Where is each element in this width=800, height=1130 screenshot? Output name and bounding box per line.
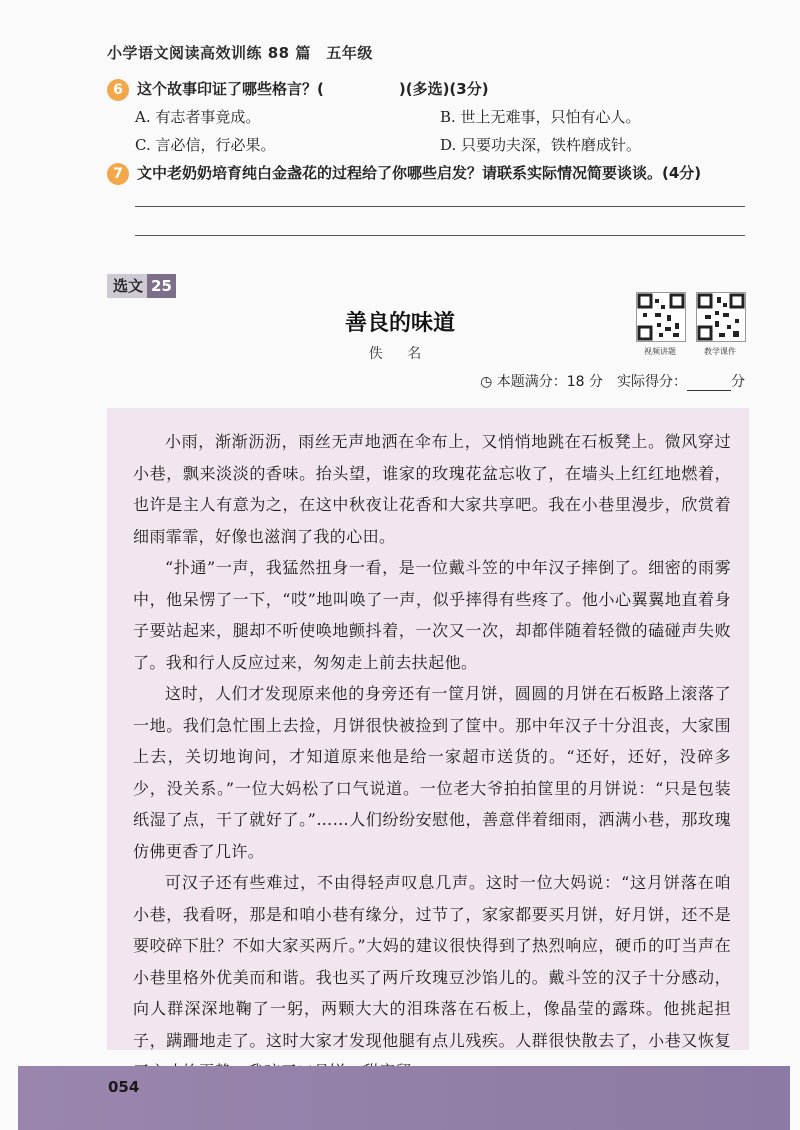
clock-icon: ◷ <box>480 374 493 390</box>
question-number-badge: 7 <box>107 163 129 185</box>
section-tag-number: 25 <box>147 274 176 298</box>
article-title: 善良的味道 <box>344 311 455 336</box>
option-a[interactable]: A. 有志者事竟成。 <box>135 108 261 126</box>
qr-caption-courseware: 教学课件 <box>704 347 736 356</box>
score-line <box>480 371 745 391</box>
answer-line[interactable] <box>135 235 745 236</box>
passage-paragraph: 这时，人们才发现原来他的身旁还有一筐月饼，圆圆的月饼在石板路上滚落了一地。我们急忙围上去捡，月饼很快被捡到了筐中。那中年汉子十分沮丧，大家围上去，关切地询问，才知道原来他是给一家超市送货的。“还好，还好，没碎多少，没关系。”一位大妈松了口气说道。一位老大爷拍拍筐里的月饼说：“只是包装纸湿了点，干了就好了。”……人们纷纷安慰他，善意伴着细雨，洒满小巷，那玫瑰仿佛更香了几许。 <box>133 684 731 861</box>
section-tag <box>107 274 176 298</box>
passage-paragraph: 可汉子还有些难过，不由得轻声叹息几声。这时一位大妈说：“这月饼落在咱小巷，我看呀，那是和咱小巷有缘分，过节了，家家都要买月饼，好月饼，还不是要咬碎下肚？不如大家买两斤。”大妈的建议很快得到了热烈响应，硬币的叮当声在小巷里格外优美而和谐。我也买了两斤玫瑰豆沙馅儿的。戴斗笠的汉子十分感动，向人群深深地鞠了一躬，两颗大大的泪珠落在石板上，像晶莹的露珠。他挑起担子，蹒跚地走了。这时大家才发现他腿有点儿残疾。人群很快散去了，小巷又恢复 <box>133 873 731 1050</box>
question-text: 这个故事印证了哪些格言？( )(多选)(3分) <box>137 80 489 98</box>
running-head: 小学语文阅读高效训练 88 篇 五年级 <box>107 44 373 62</box>
qr-caption-video: 视频讲题 <box>644 347 676 356</box>
article-author: 佚 名 <box>368 346 432 362</box>
passage-paragraph: “扑通”一声，我猛然扭身一看，是一位戴斗笠的中年汉子摔倒了。细密的雨雾中，他呆愣了一下，“哎”地叫唤了一声，似乎摔得有些疼了。他小心翼翼地直着身子要站起来，腿却不听使唤地颤抖着，一次又一次，却都伴随着轻微的磕碰声失败了。我和行人反应过来，匆匆走上前去扶起他。 <box>133 558 731 672</box>
section-tag-label: 选文 <box>113 277 144 295</box>
footer-band <box>18 1066 790 1130</box>
option-c[interactable]: C. 言必信，行必果。 <box>135 136 276 154</box>
question-number-badge: 6 <box>107 79 129 101</box>
option-b[interactable]: B. 世上无难事，只怕有心人。 <box>440 108 641 126</box>
option-d[interactable]: D. 只要功夫深，铁杵磨成针。 <box>440 136 642 154</box>
question-text: 文中老奶奶培育纯白金盏花的过程给了你哪些启发？请联系实际情况简要谈谈。(4分) <box>137 164 702 182</box>
passage-paragraph: 小雨，渐渐沥沥，雨丝无声地洒在伞布上，又悄悄地跳在石板凳上。微风穿过小巷，飘来淡淡的香味。抬头望，谁家的玫瑰花盆忘收了，在墙头上红红地燃着，也许是主人有意为之，在这中秋夜让花香和大家共享吧。我在小巷里漫步，欣赏着细雨霏霏，好像也滋润了我的心田。 <box>133 432 731 546</box>
score-blank[interactable] <box>687 376 731 391</box>
answer-line[interactable] <box>135 206 745 207</box>
passage-box <box>107 408 749 1050</box>
question-6 <box>107 78 489 101</box>
question-7 <box>107 162 701 185</box>
score-unit: 分 <box>731 374 745 390</box>
score-label: 本题满分：18 分 实际得分： <box>496 374 687 390</box>
page-number: 054 <box>108 1078 140 1096</box>
